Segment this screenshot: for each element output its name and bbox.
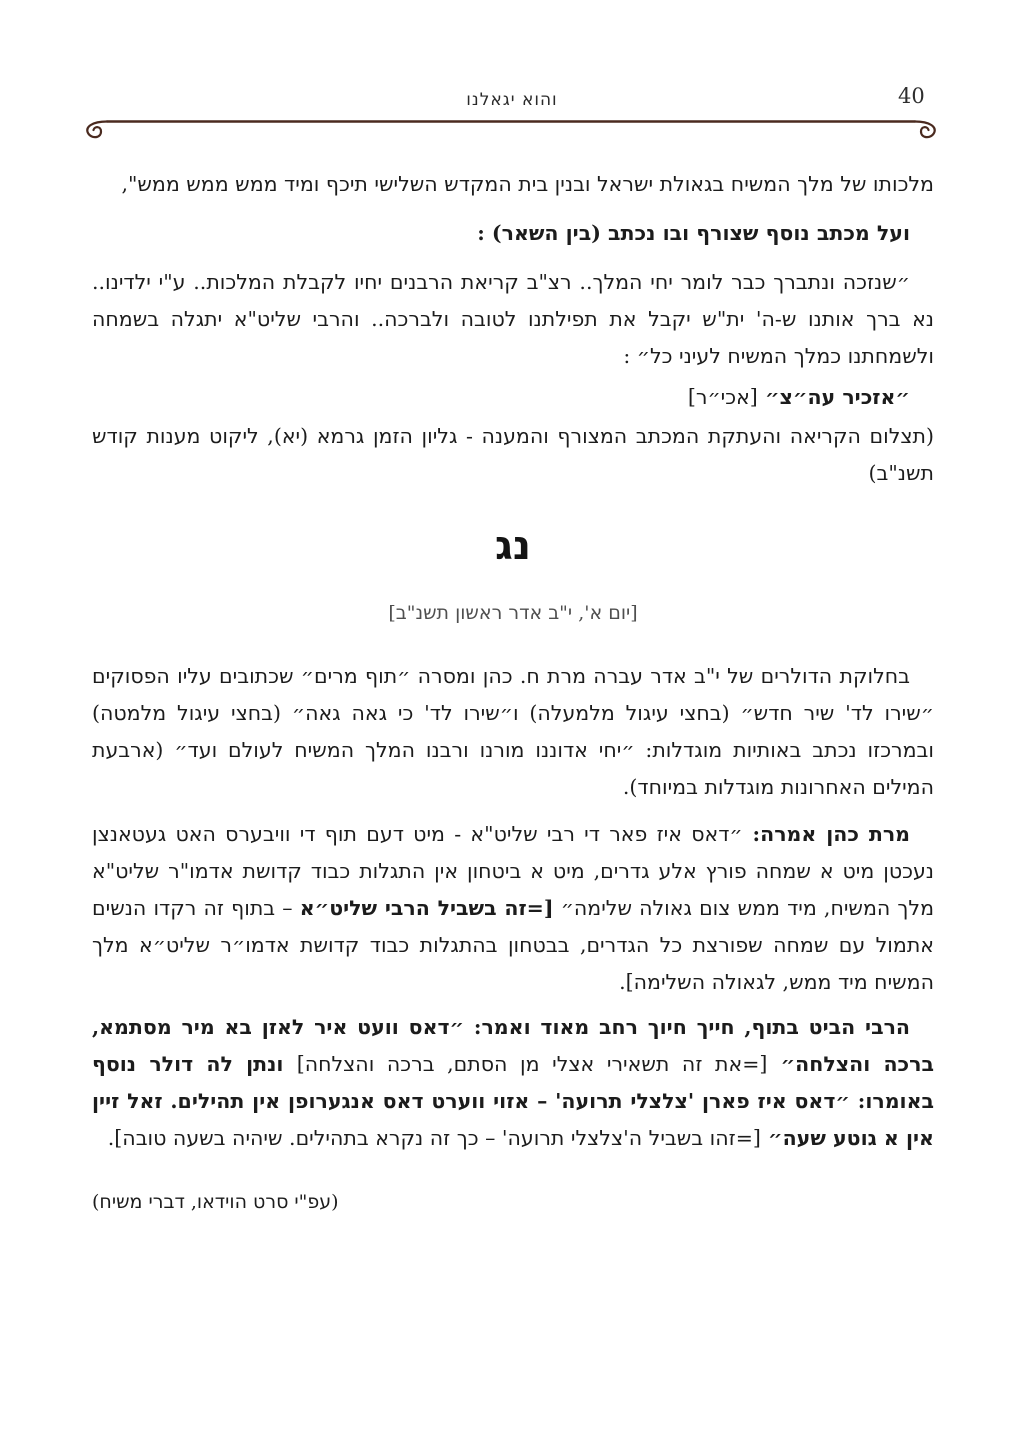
- paragraph-mrs-cohen: [92, 816, 934, 1001]
- rebbe-quote-1: הרבי הביט בתוף, חייך חיוך רחב מאוד ואמר: ״דאס וועט איר לאזן בא מיר מסתמא, ברכה והצלחה״: [92, 1015, 934, 1076]
- translation-2: [=זהו בשביל ה'צלצלי תרועה' – כך זה נקרא בתהילים. שיהיה בשעה טובה].: [107, 1126, 761, 1150]
- paragraph-letter-intro: ועל מכתב נוסף שצורף ובו נכתב (בין השאר) :: [477, 221, 910, 245]
- decorative-rule: [82, 114, 942, 142]
- paragraph-letter-quote: ״שנזכה ונתברך כבר לומר יחי המלך.. רצ"ב קריאת הרבנים יחיו לקבלת המלכות.. ע"י ילדינו.. נא ברך אותנו ש-ה' ית"ש יקבל את תפילתנו לטובה ולברכה.. והרבי שליט"א יתגלה בשמחה ולשמחתנו כמלך המשיח לעיני כל״ :: [92, 270, 934, 368]
- paragraph-rebbe-response: [92, 1009, 934, 1157]
- paragraph-source-note: (תצלום הקריאה והעתקת המכתב המצורף והמענה - גליון הזמן גרמא (יא), ליקוט מענות קודש תשנ"ב): [92, 424, 934, 485]
- paragraph-continuation: מלכותו של מלך המשיח בגאולת ישראל ובנין בית המקדש השלישי תיכף ומיד ממש ממש ממש",: [121, 172, 934, 196]
- section-date: [יום א', י"ב אדר ראשון תשנ"ב]: [388, 602, 638, 624]
- rule-right-spiral: [915, 122, 935, 138]
- running-header-title: והוא יגאלנו: [466, 90, 558, 110]
- translation-1: [=את זה תשאירי אצלי מן הסתם, ברכה והצלחה]: [296, 1052, 768, 1076]
- footer-source-note: (עפ"י סרט הוידאו, דברי משיח): [92, 1191, 339, 1213]
- translation-bracket-rest: – בתוף זה רקדו הנשים אתמול עם שמחה שפורצת כל הגדרים, בבטחון בהתגלות כבוד קדושת אדמו״ר שליט״א מלך המשיח מיד ממש, לגאולה השלימה].: [92, 896, 934, 994]
- page-body: [92, 166, 934, 1217]
- page-number: 40: [898, 84, 925, 108]
- rule-left-spiral: [87, 122, 107, 138]
- reply-bracket-text: [אכי״ר]: [687, 385, 758, 409]
- translation-bracket-start: [=זה בשביל הרבי שליט״א: [299, 896, 554, 920]
- paragraph-dollars-story: בחלוקת הדולרים של י"ב אדר עברה מרת ח. כהן ומסרה ״תוף מרים״ שכתובים עליו הפסוקים ״שירו לד' שיר חדש״ (בחצי עיגול מלמעלה) ו״שירו לד' כי גאה גאה״ (בחצי עיגול מלמטה) ובמרכזו נכתב באותיות מוגדלות: ״יחי אדוננו מורנו ורבנו המלך המשיח לעולם ועד״ (ארבעת המילים האחרונות מוגדלות במיוחד).: [92, 664, 934, 799]
- rebbe-quote-2: ונתן לה דולר נוסף באומרו: ״דאס איז פארן 'צלצלי תרועה' – אזוי ווערט דאס אנגערופן אין תהילים. זאל זיין אין א גוטע שעה״: [92, 1052, 934, 1150]
- section-number: נג: [495, 522, 531, 569]
- yiddish-quote: ״דאס איז פאר די רבי שליט"א - מיט דעם תוף די וויבערס האט געטאנצן נעכטן מיט א שמחה פורץ אלע גדרים, מיט א ביטחון אין התגלות כבוד קדושת אדמו"ר שליט"א מלך המשיח, מיד ממש צום גאולה שלימה״: [92, 822, 934, 920]
- reply-bold-text: ״אזכיר עה״צ״: [757, 385, 910, 409]
- paragraph-reply: [92, 379, 934, 416]
- speaker-intro: מרת כהן אמרה:: [742, 822, 911, 846]
